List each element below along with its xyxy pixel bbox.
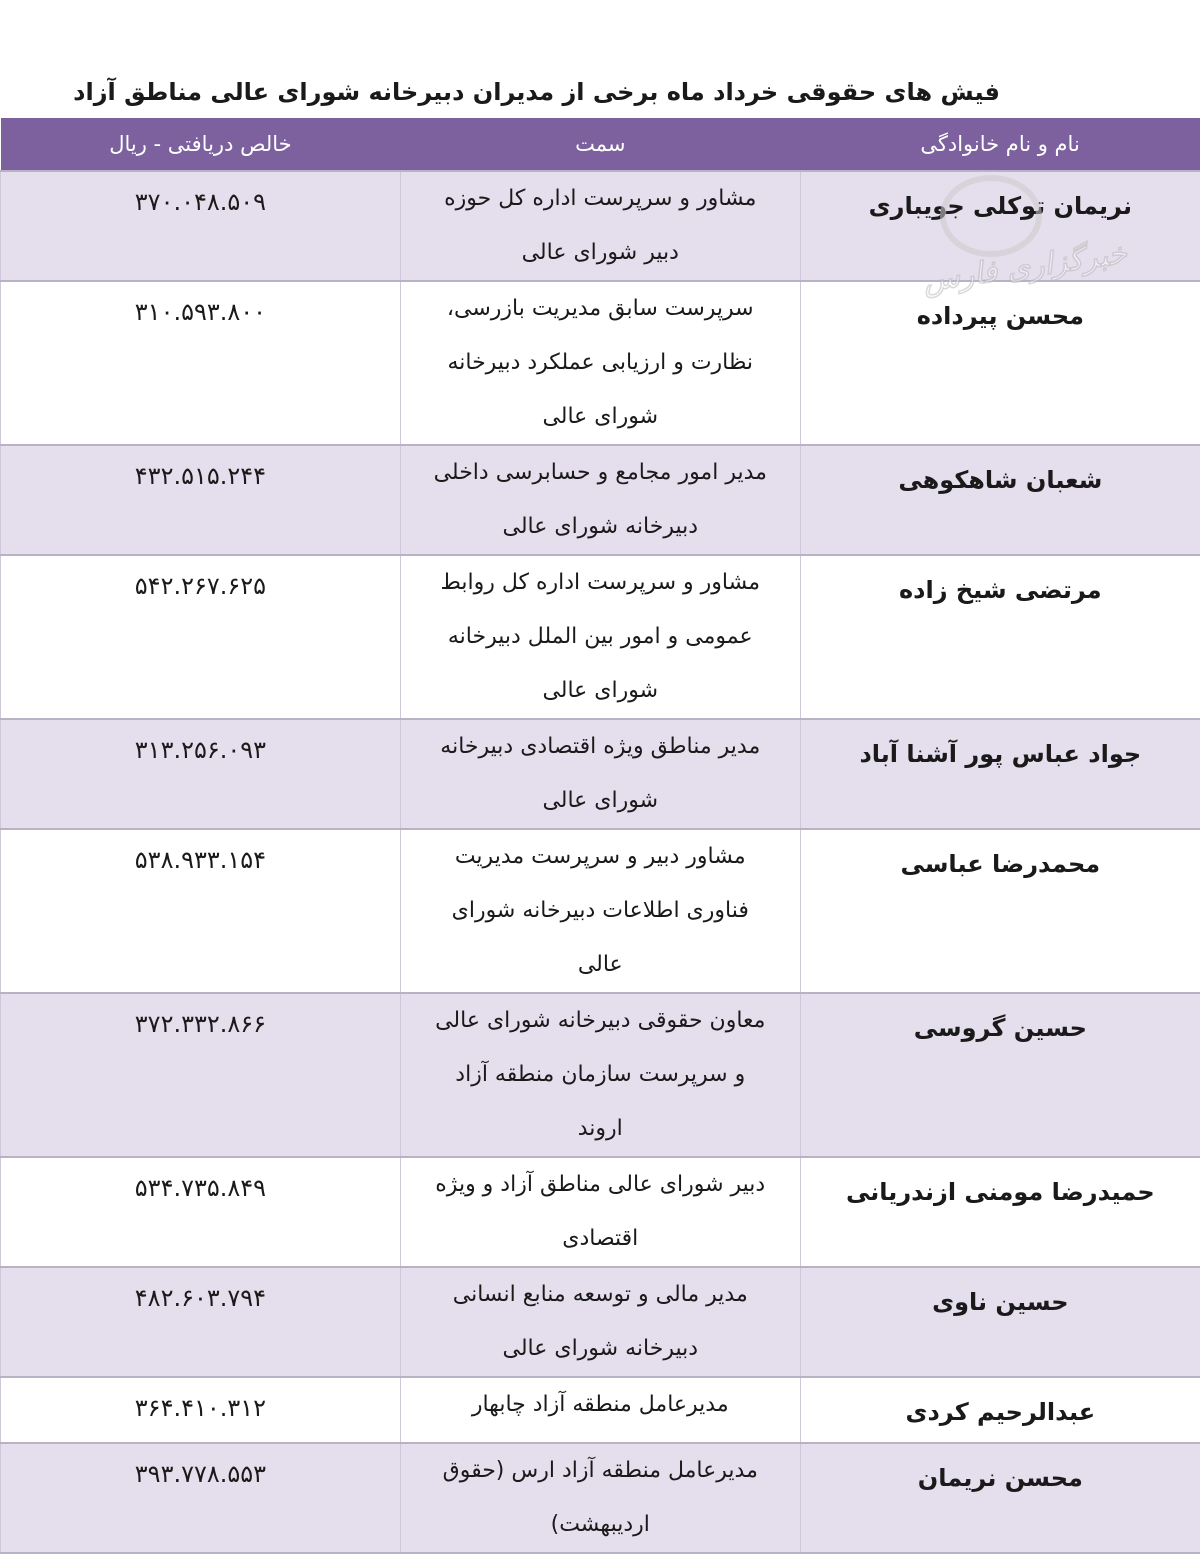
table-row — [1, 1443, 1200, 1553]
cell-role: معاون حقوقی دبیرخانه شورای عالی و سرپرست سازمان منطقه آزاد اروند — [400, 993, 800, 1157]
table-row — [1, 445, 1200, 555]
cell-role: مشاور و سرپرست اداره کل حوزه دبیر شورای عالی — [400, 171, 800, 281]
cell-net: ۳۶۴.۴۱۰.۳۱۲ — [1, 1377, 401, 1443]
table-row — [1, 1157, 1200, 1267]
document-title: فیش های حقوقی خرداد ماه برخی از مدیران دبیرخانه شورای عالی مناطق آزاد — [73, 72, 1000, 112]
table-row — [1, 719, 1200, 829]
cell-name: محسن نریمان — [800, 1443, 1200, 1553]
table-row — [1, 993, 1200, 1157]
cell-name: حمیدرضا مومنی ازندریانی — [800, 1157, 1200, 1267]
cell-name: محمدرضا عباسی — [800, 829, 1200, 993]
cell-net: ۳۷۰.۰۴۸.۵۰۹ — [1, 171, 401, 281]
cell-name: حسین گروسی — [800, 993, 1200, 1157]
table-row — [1, 171, 1200, 281]
cell-role: مدیر امور مجامع و حسابرسی داخلی دبیرخانه شورای عالی — [400, 445, 800, 555]
cell-net: ۳۱۰.۵۹۳.۸۰۰ — [1, 281, 401, 445]
cell-role: مدیرعامل منطقه آزاد چابهار — [400, 1377, 800, 1443]
cell-name: مرتضی شیخ زاده — [800, 555, 1200, 719]
header-role: سمت — [400, 118, 800, 171]
salary-table — [0, 118, 1200, 1554]
cell-role: مشاور و سرپرست اداره کل روابط عمومی و امور بین الملل دبیرخانه شورای عالی — [400, 555, 800, 719]
cell-name: جواد عباس پور آشنا آباد — [800, 719, 1200, 829]
cell-role: مدیر مناطق ویژه اقتصادی دبیرخانه شورای عالی — [400, 719, 800, 829]
cell-role: مدیرعامل منطقه آزاد ارس (حقوق اردیبهشت) — [400, 1443, 800, 1553]
table-row — [1, 1377, 1200, 1443]
table-header — [1, 118, 1200, 171]
cell-name: نریمان توکلی جویباری — [800, 171, 1200, 281]
cell-name: عبدالرحیم کردی — [800, 1377, 1200, 1443]
cell-net: ۳۱۳.۲۵۶.۰۹۳ — [1, 719, 401, 829]
table-row — [1, 829, 1200, 993]
header-name: نام و نام خانوادگی — [800, 118, 1200, 171]
header-net: خالص دریافتی - ریال — [1, 118, 401, 171]
cell-net: ۳۹۳.۷۷۸.۵۵۳ — [1, 1443, 401, 1553]
watermark-text: خبرگزاری فارس — [894, 232, 1156, 303]
cell-net: ۵۳۸.۹۳۳.۱۵۴ — [1, 829, 401, 993]
cell-net: ۴۳۲.۵۱۵.۲۴۴ — [1, 445, 401, 555]
cell-net: ۵۴۲.۲۶۷.۶۲۵ — [1, 555, 401, 719]
cell-role: سرپرست سابق مدیریت بازرسی، نظارت و ارزیابی عملکرد دبیرخانه شورای عالی — [400, 281, 800, 445]
cell-name: شعبان شاهکوهی — [800, 445, 1200, 555]
cell-role: مدیر مالی و توسعه منابع انسانی دبیرخانه شورای عالی — [400, 1267, 800, 1377]
cell-name: محسن پیرداده — [800, 281, 1200, 445]
table-row — [1, 1267, 1200, 1377]
cell-role: دبیر شورای عالی مناطق آزاد و ویژه اقتصادی — [400, 1157, 800, 1267]
table-row — [1, 555, 1200, 719]
table-row — [1, 281, 1200, 445]
cell-name: حسین ناوی — [800, 1267, 1200, 1377]
cell-net: ۴۸۲.۶۰۳.۷۹۴ — [1, 1267, 401, 1377]
cell-net: ۵۳۴.۷۳۵.۸۴۹ — [1, 1157, 401, 1267]
cell-role: مشاور دبیر و سرپرست مدیریت فناوری اطلاعات دبیرخانه شورای عالی — [400, 829, 800, 993]
cell-net: ۳۷۲.۳۳۲.۸۶۶ — [1, 993, 401, 1157]
